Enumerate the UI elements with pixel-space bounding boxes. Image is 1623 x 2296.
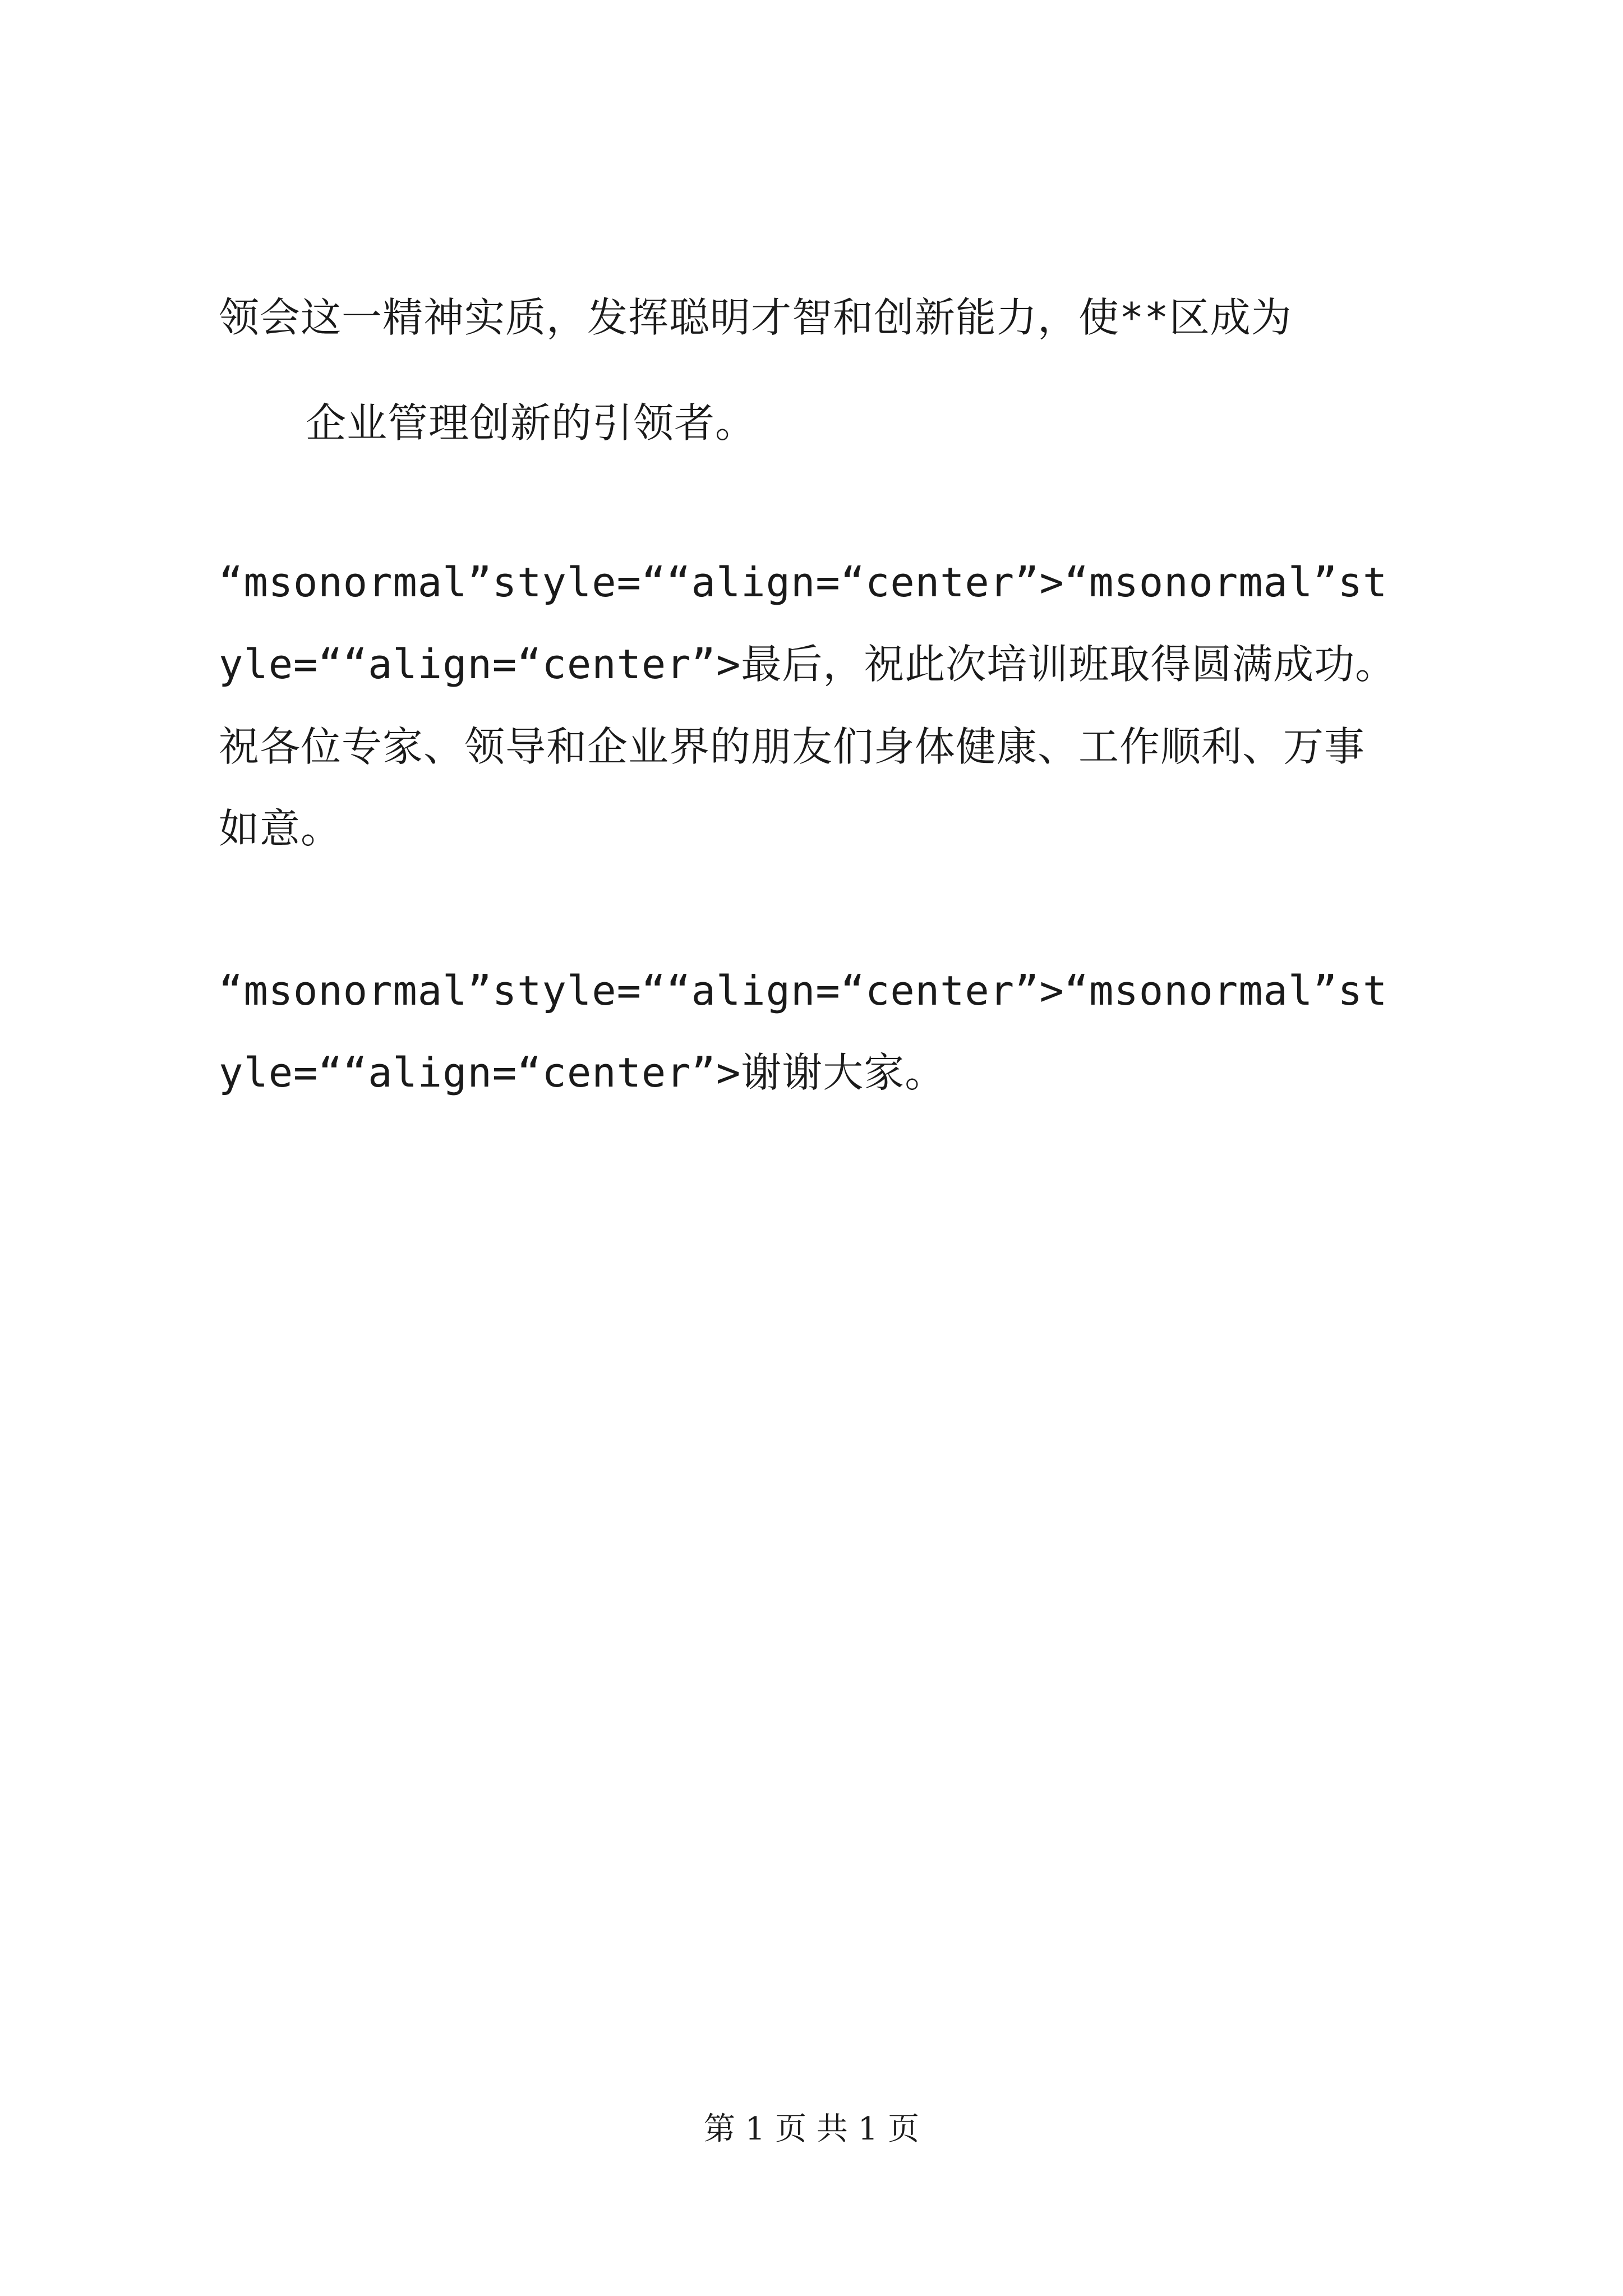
paragraph-line: 企业管理创新的引领者。 bbox=[306, 399, 757, 447]
paragraph-line: 领会这一精神实质，发挥聪明才智和创新能力，使**区成为 bbox=[219, 294, 1292, 341]
paragraph-line: 祝各位专家、领导和企业界的朋友们身体健康、工作顺利、万事 bbox=[219, 723, 1366, 770]
paragraph-line: “msonormal”style=““align=“center”>“msonormal”st bbox=[219, 967, 1388, 1014]
paragraph-line: yle=““align=“center”>最后，祝此次培训班取得圆满成功。 bbox=[219, 641, 1396, 688]
paragraph-line: “msonormal”style=““align=“center”>“msonormal”st bbox=[219, 559, 1388, 606]
page-number-footer: 第 1 页 共 1 页 bbox=[703, 2111, 920, 2147]
paragraph-line: yle=““align=“center”>谢谢大家。 bbox=[219, 1049, 946, 1096]
paragraph-line: 如意。 bbox=[219, 805, 342, 852]
